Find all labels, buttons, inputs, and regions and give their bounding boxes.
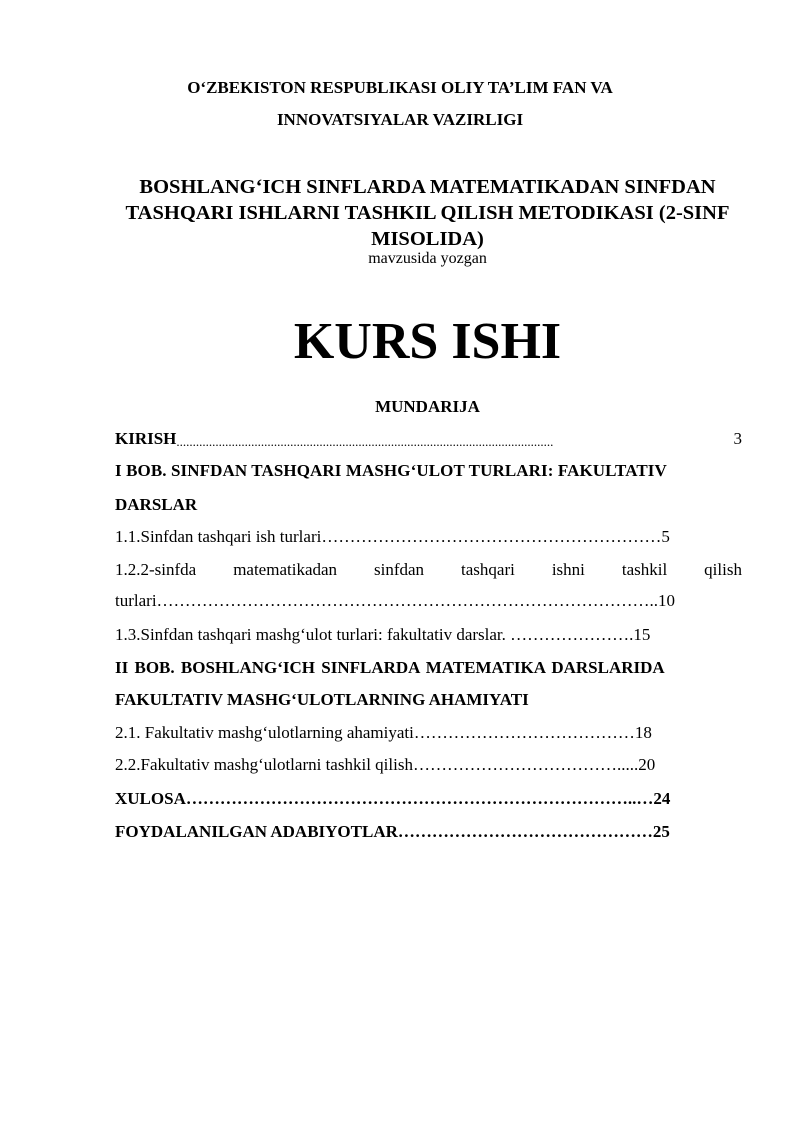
toc-entry-kirish — [115, 423, 742, 457]
toc-entry-1-2-word: tashkil — [621, 560, 668, 579]
topic-subtitle: mavzusida yozgan — [368, 250, 487, 267]
toc-kirish-page: 3 — [733, 429, 742, 448]
toc-entry-1-2-word: tashqari — [461, 560, 515, 579]
toc-chapter-1-line-1: I BOB. SINFDAN TASHQARI MASHG‘ULOT TURLARI: FAKULTATIV — [115, 461, 667, 480]
toc-kirish-label: KIRISH — [115, 429, 177, 448]
toc-entry-1-2-word: qilish — [704, 560, 742, 579]
toc-entry-2-1: 2.1. Fakultativ mashg‘ulotlarning ahamiyati…………………………………18 — [115, 723, 652, 742]
toc-entry-1-3: 1.3.Sinfdan tashqari mashg‘ulot turlari: fakultativ darslar. ………………….15 — [115, 625, 651, 644]
toc-entry-1-2-line-2: turlari……………………………………………………………………………..10 — [115, 591, 676, 610]
toc-kirish-leader: .................................................................................................................... — [176, 434, 554, 449]
toc-chapter-1-line-2: DARSLAR — [115, 495, 198, 514]
toc-heading: MUNDARIJA — [375, 397, 480, 416]
toc-chapter-2-line-1: II BOB. BOSHLANG‘ICH SINFLARDA MATEMATIKA DARSLARIDA — [115, 658, 665, 677]
topic-title: BOSHLANG‘ICH SINFLARDA MATEMATIKADAN SINFDAN TASHQARI ISHLARNI TASHKIL QILISH METODIKASI (2-SINF MISOLIDA) — [125, 176, 730, 250]
toc-entry-1-2-word: matematikadan — [233, 560, 338, 579]
toc-entry-1-2-word: ishni — [551, 560, 585, 579]
toc-entry-1-2-word: sinfdan — [374, 560, 425, 579]
toc-entry-xulosa: XULOSA……………………………………………………………………..…24 — [115, 789, 671, 808]
toc-entry-references: FOYDALANILGAN ADABIYOTLAR………………………………………25 — [115, 822, 670, 841]
toc-chapter-2-line-2: FAKULTATIV MASHG‘ULOTLARNING AHAMIYATI — [115, 690, 529, 709]
document-type-title: KURS ISHI — [293, 313, 562, 370]
ministry-name-line-2: INNOVATSIYALAR VAZIRLIGI — [276, 110, 524, 129]
toc-entry-2-2: 2.2.Fakultativ mashg‘ulotlarni tashkil qilish……………………………….....20 — [115, 755, 656, 774]
toc-entry-1-1: 1.1.Sinfdan tashqari ish turlari……………………………………………………5 — [115, 527, 670, 546]
toc-entry-1-2-line-1 — [115, 554, 742, 585]
toc-entry-1-2-word: 1.2.2-sinfda — [115, 560, 197, 579]
ministry-name-line-1: O‘ZBEKISTON RESPUBLIKASI OLIY TA’LIM FAN VA — [187, 78, 613, 97]
